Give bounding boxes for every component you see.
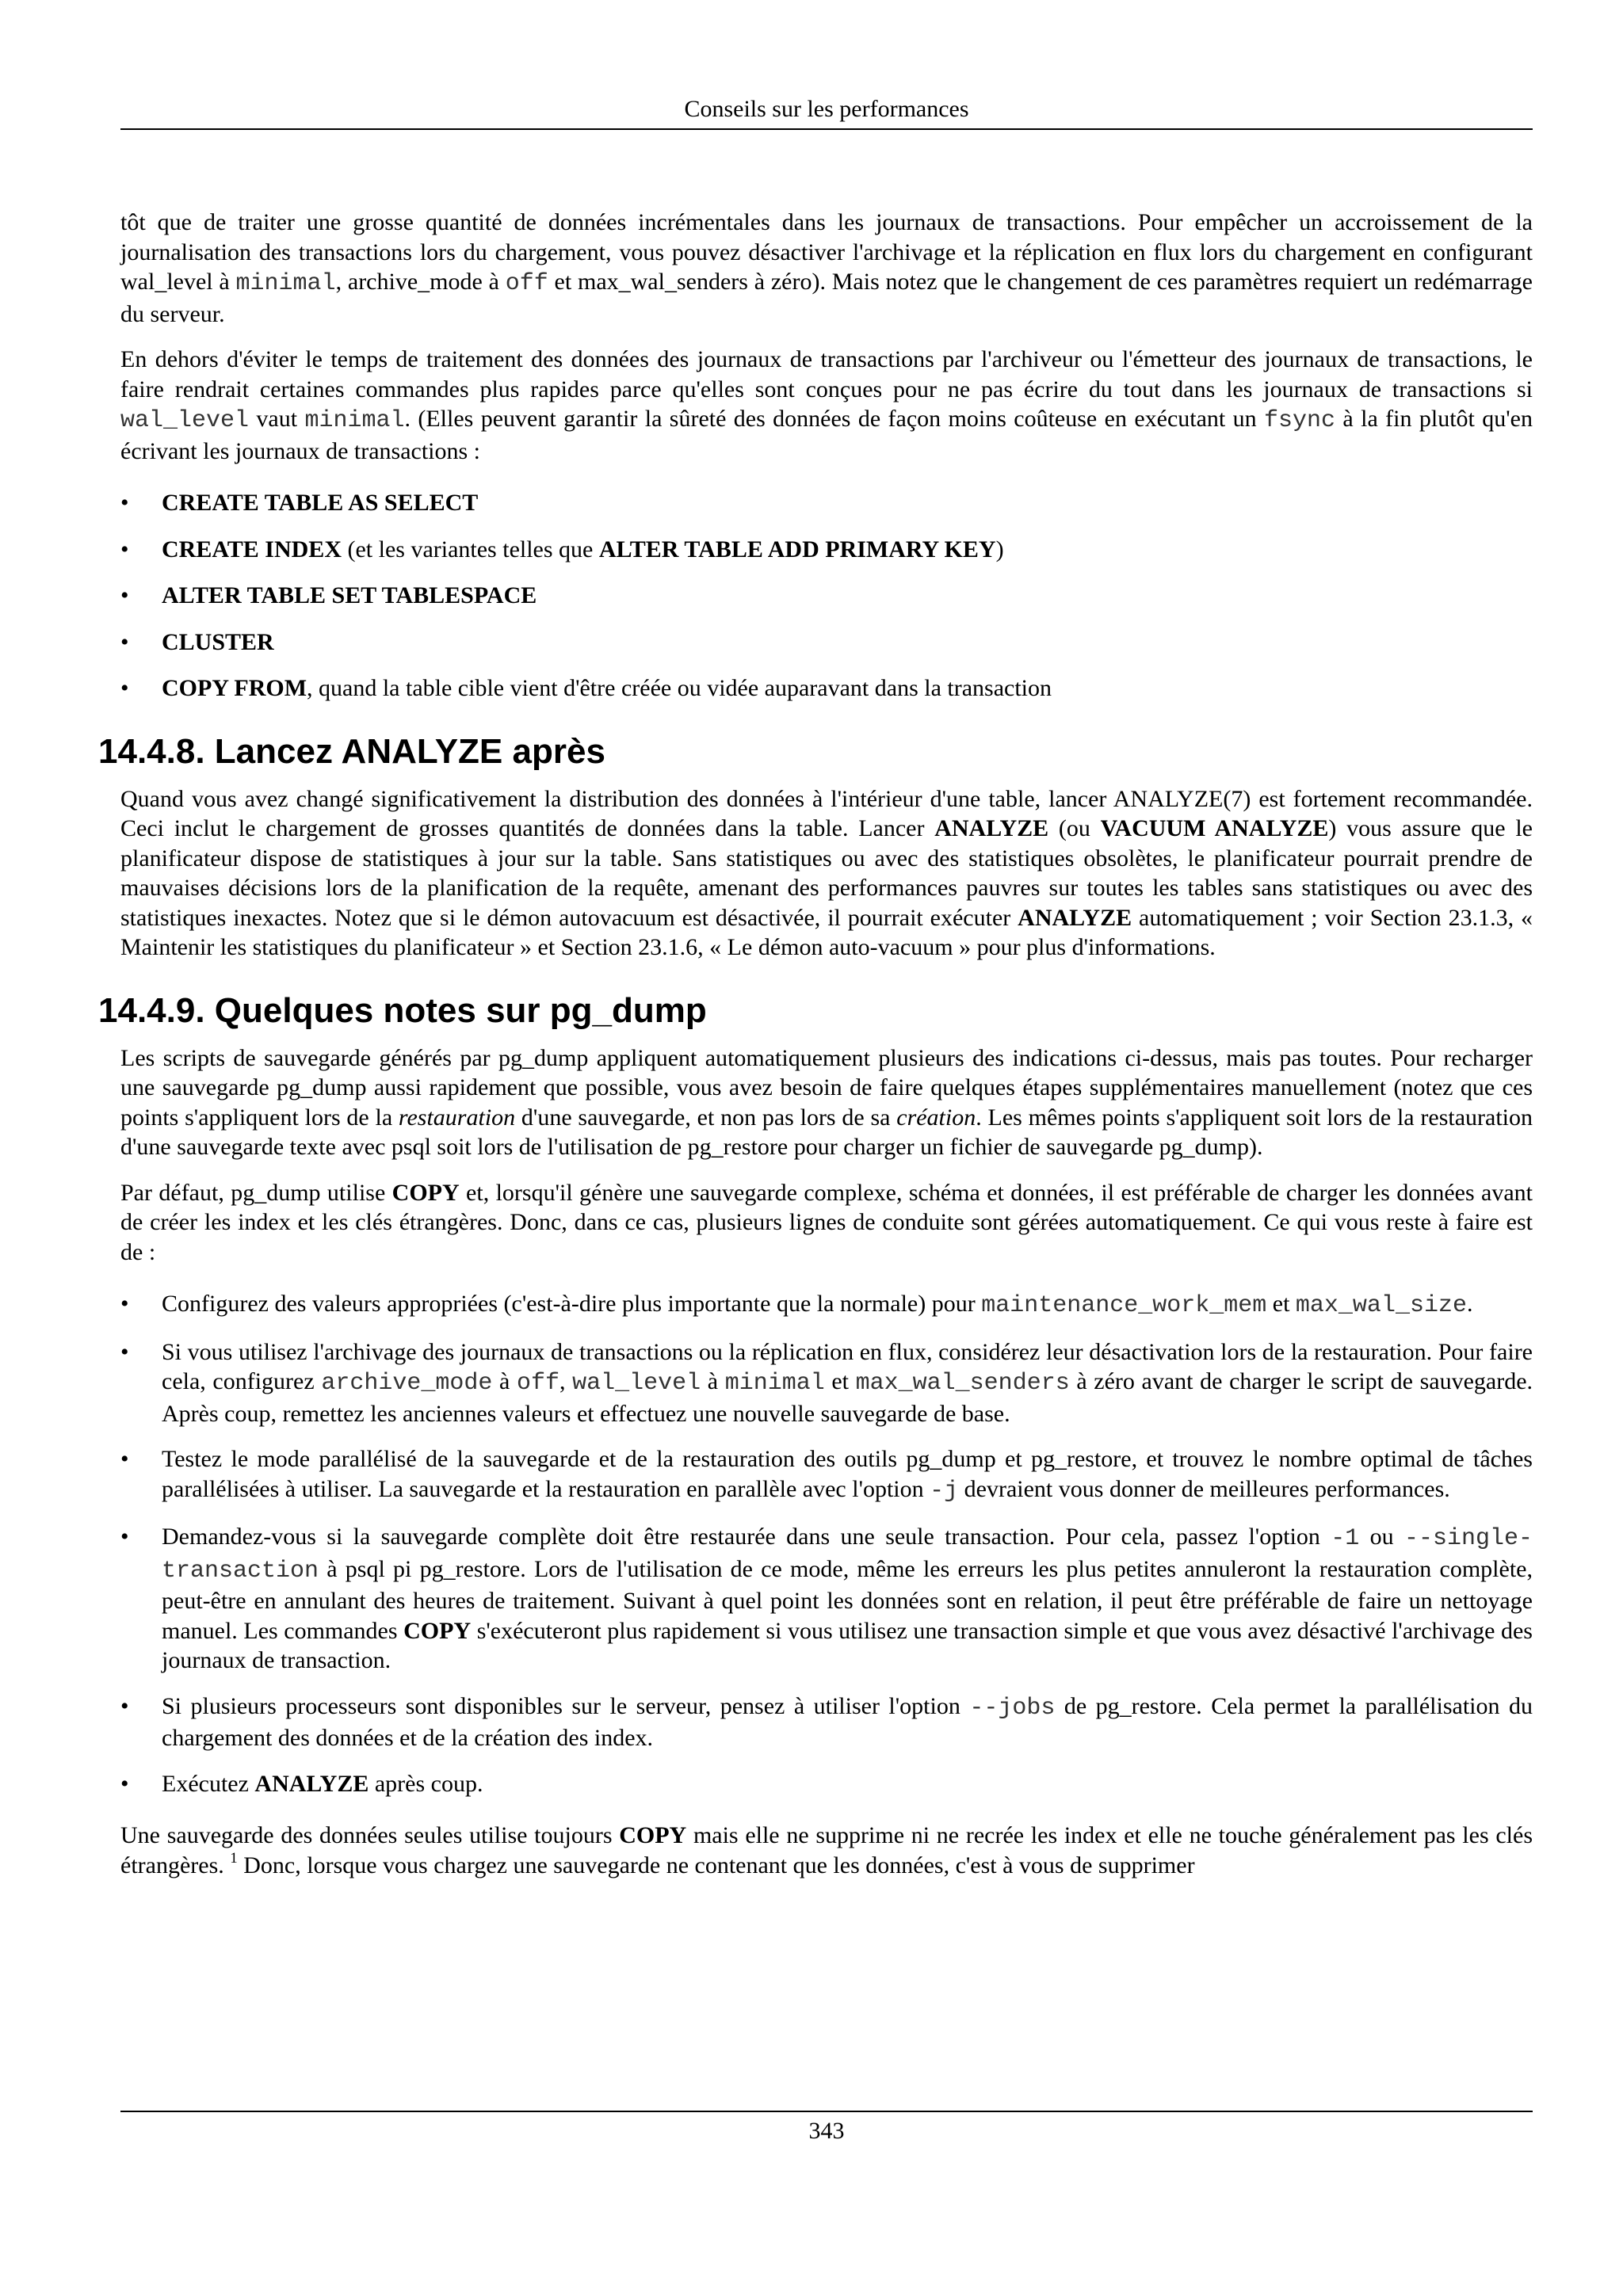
- list-item: • Si vous utilisez l'archivage des journaux de transactions ou la réplication en flux, considérez leur désactivation lors de la restauration. Pour faire cela, configurez archive_mode à off, wal_level à minimal et max_wal_senders à zéro avant de charger le script de sauvegarde. Après coup, remettez les anciennes valeurs et effectuez une nouvelle sauvegarde de base.: [120, 1338, 1533, 1427]
- list-item: • Si plusieurs processeurs sont disponibles sur le serveur, pensez à utiliser l'option --jobs de pg_restore. Cela permet la parallélisation du chargement des données et de la création des index.: [120, 1692, 1533, 1751]
- intro-paragraph-2: En dehors d'éviter le temps de traitement des données des journaux de transactions par l'archiveur ou l'émetteur des journaux de transactions, le faire rendrait certaines commandes plus rapides parce qu'elles sont conçues pour ne pas écrire du tout dans les journaux de transactions si wal_level vaut minimal. (Elles peuvent garantir la sûreté des données de façon moins coûteuse en exécutant un fsync à la fin plutôt qu'en écrivant les journaux de transactions :: [120, 346, 1533, 464]
- bullet-icon: •: [120, 1338, 129, 1365]
- code-off: off: [505, 270, 548, 297]
- list-item: • COPY FROM, quand la table cible vient d'être créée ou vidée auparavant dans la transaction: [120, 673, 1533, 704]
- bullet-icon: •: [120, 1692, 129, 1719]
- code-fsync: fsync: [1264, 407, 1336, 434]
- bullet-icon: •: [120, 536, 129, 563]
- list-item: • CREATE TABLE AS SELECT: [120, 488, 1533, 518]
- bullet-icon: •: [120, 1446, 129, 1472]
- header-rule: [120, 128, 1533, 130]
- bullet-icon: •: [120, 582, 129, 608]
- page-number: 343: [808, 2118, 845, 2144]
- list-item: • Configurez des valeurs appropriées (c'est-à-dire plus importante que la normale) pour maintenance_work_mem et max_wal_size.: [120, 1291, 1473, 1319]
- pg-dump-steps-list: [120, 1289, 1533, 1798]
- footnote-reference[interactable]: 1: [230, 1849, 238, 1867]
- code-minimal: minimal: [304, 407, 405, 434]
- list-item: • Demandez-vous si la sauvegarde complète doit être restaurée dans une seule transaction. Pour cela, passez l'option -1 ou --single-transaction à psql pi pg_restore. Lors de l'utilisation de ce mode, même les erreurs les plus petites annuleront la restauration complète, peut-être en annulant des heures de traitement. Suivant à quel point les données sont en relation, il peut être préférable de faire un nettoyage manuel. Les commandes COPY s'exécuteront plus rapidement si vous utilisez une transaction simple et que vous avez désactivé l'archivage des journaux de transaction.: [120, 1524, 1533, 1673]
- list-item: • ALTER TABLE SET TABLESPACE: [120, 581, 1533, 611]
- code-wal-level: wal_level: [572, 1370, 701, 1397]
- code-single-transaction: --single-transaction: [162, 1525, 1533, 1585]
- running-header: Conseils sur les performances: [684, 96, 969, 122]
- code-wal-level: wal_level: [120, 407, 250, 434]
- code-option-1: -1: [1331, 1525, 1360, 1552]
- bullet-icon: •: [120, 1291, 129, 1317]
- bullet-icon: •: [120, 490, 129, 516]
- wal-command-list: [120, 488, 1533, 704]
- pg-dump-paragraph-2: Par défaut, pg_dump utilise COPY et, lorsqu'il génère une sauvegarde complexe, schéma et données, il est préférable de charger les données avant de créer les index et les clés étrangères. Donc, dans ce cas, plusieurs lignes de conduite sont gérées automatiquement. Ce qui vous reste à faire est de :: [120, 1179, 1533, 1265]
- code-jobs: --jobs: [969, 1694, 1056, 1722]
- bullet-icon: •: [120, 675, 129, 701]
- code-maintenance-work-mem: maintenance_work_mem: [981, 1292, 1267, 1319]
- pg-dump-paragraph-1: Les scripts de sauvegarde générés par pg_dump appliquent automatiquement plusieurs des indications ci-dessus, mais pas toutes. Pour recharger une sauvegarde pg_dump aussi rapidement que possible, vous avez besoin de faire quelques étapes supplémentaires manuellement (notez que ces points s'appliquent lors de la restauration d'une sauvegarde, et non pas lors de sa création. Les mêmes points s'appliquent soit lors de la restauration d'une sauvegarde texte avec psql soit lors de l'utilisation de pg_restore pour charger un fichier de sauvegarde pg_dump).: [120, 1044, 1533, 1160]
- pg-dump-paragraph-3: Une sauvegarde des données seules utilise toujours COPY mais elle ne supprime ni ne recrée les index et elle ne touche généralement pas les clés étrangères. $^1$ Donc, lorsque vous chargez une sauvegarde ne contenant que les données, c'est à vous de supprimer: [120, 1822, 1533, 1878]
- code-minimal: minimal: [235, 270, 336, 297]
- code-minimal: minimal: [724, 1370, 825, 1397]
- list-item: • CLUSTER: [120, 627, 1533, 658]
- analyze-paragraph: Quand vous avez changé significativement la distribution des données à l'intérieur d'une table, lancer ANALYZE(7) est fortement recommandée. Ceci inclut le chargement de grosses quantités de données dans la table. Lancer ANALYZE (ou VACUUM ANALYZE) vous assure que le planificateur dispose de statistiques à jour sur la table. Sans statistiques ou avec des statistiques obsolètes, le planificateur pourrait prendre de mauvaises décisions lors de la planification de la requête, amenant des performances pauvres sur toutes les tables sans statistiques ou avec des statistiques inexactes. Notez que si le démon autovacuum est désactivée, il pourrait exécuter ANALYZE automatiquement ; voir Section 23.1.3, « Maintenir les statistiques du planificateur » et Section 23.1.6, « Le démon auto-vacuum » pour plus d'informations.: [120, 785, 1533, 960]
- intro-paragraph-1: tôt que de traiter une grosse quantité de données incrémentales dans les journaux de transactions. Pour empêcher un accroissement de la journalisation des transactions lors du chargement, vous pouvez désactiver l'archivage et la réplication en flux lors du chargement en configurant wal_level à minimal, archive_mode à off et max_wal_senders à zéro). Mais notez que le changement de ces paramètres requiert un redémarrage du serveur.: [120, 209, 1533, 327]
- bullet-icon: •: [120, 1524, 129, 1550]
- bullet-icon: •: [120, 1770, 129, 1797]
- code-max-wal-senders: max_wal_senders: [855, 1370, 1070, 1397]
- section-heading-pg-dump: 14.4.9. Quelques notes sur pg_dump: [98, 990, 707, 1030]
- footer-rule: [120, 2111, 1533, 2112]
- code-archive-mode: archive_mode: [321, 1370, 493, 1397]
- list-item: • Exécutez ANALYZE après coup.: [120, 1769, 1533, 1799]
- code-option-j: -j: [930, 1477, 959, 1505]
- page-content: [98, 208, 1533, 1896]
- code-max-wal-size: max_wal_size: [1295, 1292, 1467, 1319]
- list-item: • Testez le mode parallélisé de la sauvegarde et de la restauration des outils pg_dump et pg_restore, et trouvez le nombre optimal de tâches parallélisées à utiliser. La sauvegarde et la restauration en parallèle avec l'option -j devraient vous donner de meilleures performances.: [120, 1446, 1533, 1505]
- bullet-icon: •: [120, 628, 129, 655]
- code-off: off: [516, 1370, 559, 1397]
- list-item: • CREATE INDEX (et les variantes telles que ALTER TABLE ADD PRIMARY KEY): [120, 535, 1533, 565]
- section-heading-analyze: 14.4.8. Lancez ANALYZE après: [98, 731, 605, 771]
